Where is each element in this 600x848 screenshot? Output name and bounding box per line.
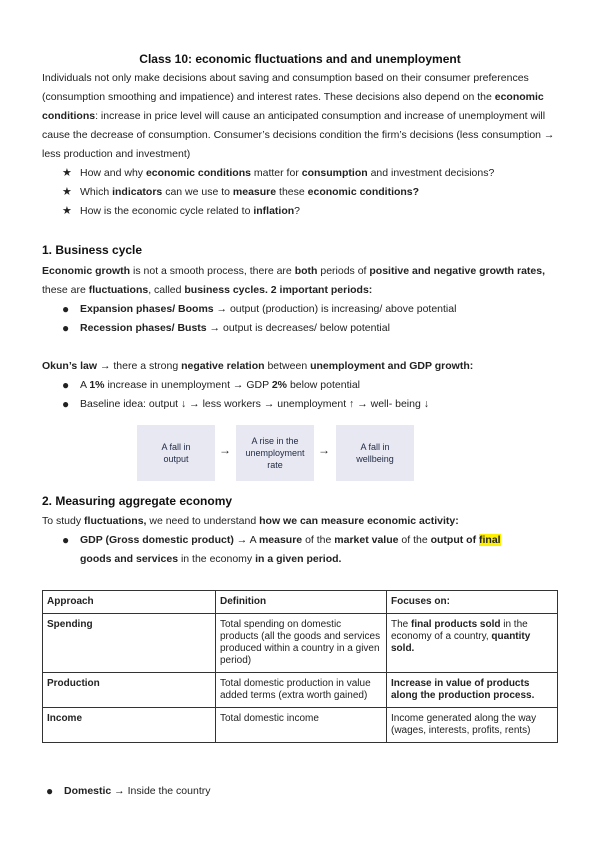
table-cell [387,614,558,673]
section-heading-business-cycle: 1. Business cycle [42,243,143,257]
body-text: , called [148,284,185,296]
table-cell [387,673,558,708]
header-text: Approach [47,596,94,607]
cell-bold: Increase in value of products along the production process. [391,678,535,701]
body-text: these are [42,284,89,296]
question-bold: inflation [253,205,295,217]
star-icon: ★ [62,186,72,198]
body-text: between [264,360,311,372]
star-icon: ★ [62,205,72,217]
question-text: these [276,186,308,198]
arrow-right-icon: → [219,443,231,457]
table-header-row [43,591,558,614]
bullet-icon: ● [62,533,70,547]
question-text: ? [294,205,300,217]
table-cell: Total spending on domestic products (all the goods and services produced within a country in a given period) [216,614,387,673]
cell-text: The [391,619,412,630]
question-text: How and why [80,167,146,179]
bold-text: positive and negative growth rates, [369,265,546,277]
measuring-paragraph [42,512,562,531]
bold-text: how we can measure economic activity: [259,515,459,527]
list-item-gdp [62,531,562,569]
arrow-right-icon: → [318,443,330,457]
flow-box-label: A fall in wellbeing [356,442,394,464]
question-bold: economic conditions [145,167,251,179]
bold-text: business cycles. 2 important periods: [184,284,373,296]
table-header-cell [216,591,387,614]
bold-text: unemployment and GDP growth: [310,360,474,372]
bullet-icon: ● [62,321,70,335]
body-text: increase in unemployment → GDP [104,379,272,391]
bold-text: in a given period. [255,553,342,565]
question-text: and investment decisions? [367,167,495,179]
highlighted-text: final [479,534,501,546]
bold-text: 2% [271,379,288,391]
question-text: Which [80,186,113,198]
business-cycle-paragraph [42,262,562,300]
table-cell [43,708,216,743]
cell-text: Income [47,713,83,724]
intro-paragraph [42,69,562,164]
table-cell: Total domestic income [216,708,387,743]
body-text: → there a strong [97,360,182,372]
bold-text: Expansion phases/ Booms [80,303,214,315]
gdp-approaches-table [42,590,558,743]
bold-text: negative relation [181,360,265,372]
cell-bold: final products sold [411,619,501,630]
bold-text: output of [430,534,479,546]
bold-text: measure [258,534,303,546]
flow-box-label: A rise in the unemployment rate [245,436,305,470]
body-text: → Inside the country [111,785,211,797]
body-text: is not a smooth process, there are [130,265,295,277]
table-header-cell [43,591,216,614]
body-text: we need to understand [146,515,260,527]
table-cell [43,614,216,673]
table-header-cell [387,591,558,614]
table-cell: Total domestic production in value added terms (extra worth gained) [216,673,387,708]
okun-flow-diagram [137,425,414,481]
body-text: → output (production) is increasing/ above potential [213,303,457,315]
bold-text: Recession phases/ Busts [80,322,207,334]
table-row [43,614,558,673]
body-text: → output is decreases/ below potential [206,322,390,334]
bold-text: Okun’s law [42,360,98,372]
bold-text: fluctuations, [84,515,147,527]
bullet-icon: ● [62,397,70,411]
question-text: How is the economic cycle related to [80,205,254,217]
flow-box-output [137,425,215,481]
intro-text-1: Individuals not only make decisions about saving and consumption based on their consumer preferences (consumption smoothing and impatience) and interest rates. These decisions also depend on the [42,72,529,103]
bold-text: Domestic [64,785,112,797]
bold-text: GDP (Gross domestic product) [80,534,234,546]
table-cell: Income generated along the way (wages, interests, profits, rents) [387,708,558,743]
body-text: → A [233,534,259,546]
body-text: in the economy [178,553,256,565]
question-bold: consumption [301,167,368,179]
cell-text: Spending [47,619,93,630]
body-text: of the [302,534,335,546]
header-text: Definition [220,596,267,607]
cell-bold: quantity sold. [391,631,531,654]
intro-bold-economic-conditions: economic conditions [42,91,544,122]
header-text: Focuses on: [391,596,450,607]
cell-text: in the economy of a country, [391,619,528,642]
body-text: To study [42,515,85,527]
bullet-icon: ● [62,378,70,392]
question-bold: economic conditions? [307,186,420,198]
table-row [43,708,558,743]
question-bold: indicators [112,186,163,198]
bold-text: fluctuations [88,284,149,296]
body-text: below potential [287,379,360,391]
question-text: matter for [250,167,302,179]
body-text: Baseline idea: output ↓ → less workers → unemployment ↑ → well- being ↓ [80,398,429,410]
bold-text: both [294,265,318,277]
body-text: periods of [317,265,370,277]
flow-box-label: A fall in output [161,442,191,464]
table-cell [43,673,216,708]
table-row [43,673,558,708]
bullet-icon: ● [62,302,70,316]
cell-text: Production [47,678,100,689]
question-bold: measure [232,186,277,198]
intro-text-2: : increase in price level will cause an anticipated consumption and increase of unemployment will cause the decrease of consumption. Consumer’s decisions condition the firm’s decisions (less consumption → less production and investment) [42,110,555,160]
bold-text: goods and services [80,553,179,565]
body-text: of the [398,534,431,546]
page-title: Class 10: economic fluctuations and and unemployment [139,52,461,66]
star-icon: ★ [62,167,72,179]
flow-box-wellbeing [336,425,414,481]
bullet-icon: ● [46,784,54,798]
section-heading-measuring: 2. Measuring aggregate economy [42,494,233,508]
okun-paragraph [42,357,562,376]
bold-text: market value [334,534,399,546]
bold-text: Economic growth [42,265,131,277]
question-text: can we use to [162,186,233,198]
bold-text: 1% [89,379,105,391]
flow-box-unemployment [236,425,314,481]
body-text: A [80,379,90,391]
